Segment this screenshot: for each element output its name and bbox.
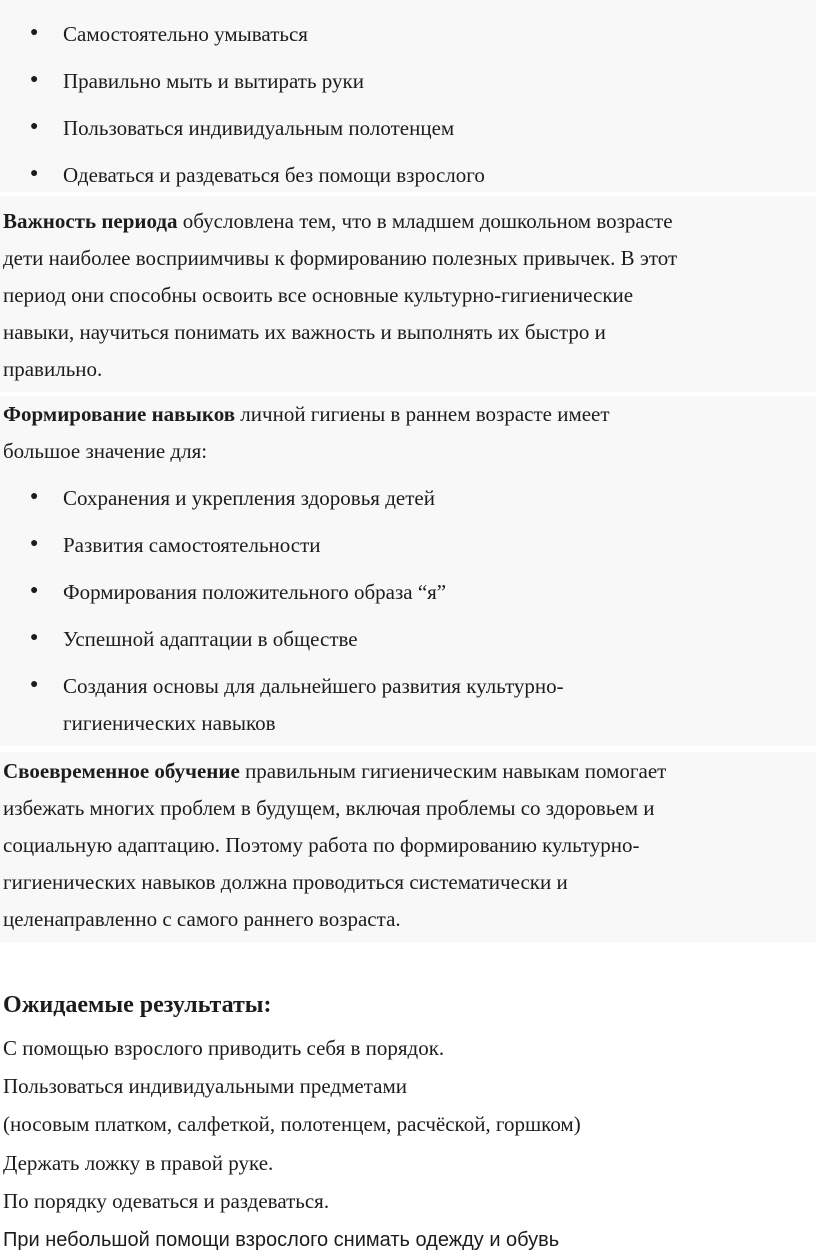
bold-term: Формирование навыков <box>3 402 236 426</box>
list-item: Пользоваться индивидуальным полотенцем <box>63 116 455 140</box>
bullet-icon: ● <box>30 583 39 598</box>
result-line: По порядку одеваться и раздеваться. <box>3 1189 330 1213</box>
paragraph-line: гигиенических навыков должна проводиться систематически и <box>3 870 568 894</box>
bullet-icon: ● <box>30 630 39 645</box>
result-line: Держать ложку в правой руке. <box>3 1151 274 1175</box>
list-item: Сохранения и укрепления здоровья детей <box>63 486 435 510</box>
result-line: При небольшой помощи взрослого снимать одежду и обувь <box>3 1229 560 1251</box>
list-item: Создания основы для дальнейшего развития культурно- <box>63 674 564 698</box>
paragraph-line: навыки, научиться понимать их важность и выполнять их быстро и <box>3 320 606 344</box>
paragraph-line: правильно. <box>3 357 103 381</box>
bullet-icon: ● <box>30 677 39 692</box>
bullet-icon: ● <box>30 536 39 551</box>
list-item: Самостоятельно умываться <box>63 22 308 46</box>
bullet-icon: ● <box>30 119 39 134</box>
list-item: Успешной адаптации в обществе <box>63 627 358 651</box>
bold-term: Важность периода <box>3 209 178 233</box>
paragraph-line: избежать многих проблем в будущем, включая проблемы со здоровьем и <box>3 796 655 820</box>
paragraph-line: Важность периода обусловлена тем, что в младшем дошкольном возрасте <box>3 209 673 233</box>
list-item: Правильно мыть и вытирать руки <box>63 69 364 93</box>
paragraph-line: большое значение для: <box>3 439 208 463</box>
paragraph-line: период они способны освоить все основные культурно-гигиенические <box>3 283 634 307</box>
list-item: Развития самостоятельности <box>63 533 321 557</box>
paragraph-line: дети наиболее восприимчивы к формированию полезных привычек. В этот <box>3 246 678 270</box>
bullet-icon: ● <box>30 489 39 504</box>
result-line: Пользоваться индивидуальными предметами <box>3 1074 408 1098</box>
bullet-icon: ● <box>30 166 39 181</box>
section-heading: Ожидаемые результаты: <box>3 992 272 1018</box>
paragraph-line: Формирование навыков личной гигиены в раннем возрасте имеет <box>3 402 610 426</box>
paragraph-line: социальную адаптацию. Поэтому работа по формированию культурно- <box>3 833 640 857</box>
list-item-continuation: гигиенических навыков <box>63 711 276 735</box>
bullet-icon: ● <box>30 25 39 40</box>
paragraph-line: Своевременное обучение правильным гигиеническим навыкам помогает <box>3 759 667 783</box>
result-line: (носовым платком, салфеткой, полотенцем, расчёской, горшком) <box>3 1112 581 1136</box>
result-line: С помощью взрослого приводить себя в порядок. <box>3 1036 445 1060</box>
bullet-icon: ● <box>30 72 39 87</box>
list-item: Формирования положительного образа “я” <box>63 580 447 604</box>
paragraph-line: целенаправленно с самого раннего возраста. <box>3 907 401 931</box>
list-item: Одеваться и раздеваться без помощи взрослого <box>63 163 485 187</box>
bold-term: Своевременное обучение <box>3 759 240 783</box>
